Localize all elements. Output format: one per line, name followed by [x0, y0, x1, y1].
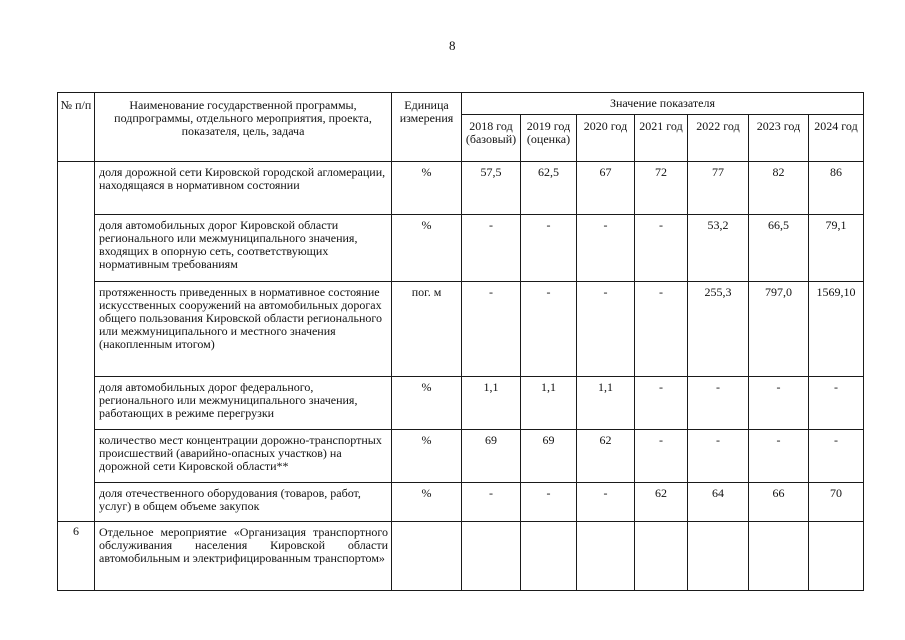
value-cell: 72 [635, 162, 688, 215]
indicator-unit: пог. м [392, 282, 462, 377]
value-cell: 79,1 [809, 215, 864, 282]
header-year: 2019 год (оценка) [521, 114, 577, 161]
value-cell: - [521, 483, 577, 522]
header-value-group: Значение показателя [462, 93, 864, 115]
value-cell: 1,1 [521, 377, 577, 430]
indicator-name: протяженность приведенных в нормативное состояние искусственных сооружений на автомобильных дорогах общего пользования Кировской области регионального или межмуниципального и местного значения (накопленным итогом) [95, 282, 392, 377]
value-cell [635, 522, 688, 591]
indicator-unit: % [392, 215, 462, 282]
indicator-unit: % [392, 377, 462, 430]
value-cell: 57,5 [462, 162, 521, 215]
indicator-name: количество мест концентрации дорожно-транспортных происшествий (аварийно-опасных участков) на дорожной сети Кировской области** [95, 430, 392, 483]
value-cell: - [577, 215, 635, 282]
indicator-name: доля автомобильных дорог федерального, регионального или межмуниципального значения, работающих в режиме перегрузки [95, 377, 392, 430]
value-cell: 64 [688, 483, 749, 522]
value-cell: - [462, 282, 521, 377]
value-cell [688, 522, 749, 591]
value-cell: 69 [521, 430, 577, 483]
header-num: № п/п [58, 93, 95, 162]
table-row [58, 215, 864, 282]
value-cell: 1,1 [462, 377, 521, 430]
value-cell: - [688, 377, 749, 430]
indicator-name: доля автомобильных дорог Кировской области регионального или межмуниципального значения, входящих в опорную сеть, соответствующих нормативным требованиям [95, 215, 392, 282]
value-cell: 1,1 [577, 377, 635, 430]
value-cell: - [809, 430, 864, 483]
value-cell: 77 [688, 162, 749, 215]
value-cell: 1569,10 [809, 282, 864, 377]
value-cell: - [635, 377, 688, 430]
value-cell: 797,0 [749, 282, 809, 377]
value-cell: - [749, 377, 809, 430]
value-cell: 66 [749, 483, 809, 522]
header-year: 2021 год [635, 114, 688, 161]
indicator-unit: % [392, 162, 462, 215]
value-cell: 62 [635, 483, 688, 522]
indicator-unit: % [392, 483, 462, 522]
value-cell [577, 522, 635, 591]
value-cell: 70 [809, 483, 864, 522]
value-cell: 62,5 [521, 162, 577, 215]
value-cell: 255,3 [688, 282, 749, 377]
table-row [58, 377, 864, 430]
value-cell: 53,2 [688, 215, 749, 282]
value-cell: 69 [462, 430, 521, 483]
indicator-name: доля дорожной сети Кировской городской агломерации, находящаяся в нормативном состоянии [95, 162, 392, 215]
value-cell [462, 522, 521, 591]
indicator-unit [392, 522, 462, 591]
header-year: 2018 год (базовый) [462, 114, 521, 161]
table-row [58, 162, 864, 215]
value-cell: - [577, 282, 635, 377]
value-cell: 67 [577, 162, 635, 215]
value-cell: 86 [809, 162, 864, 215]
header-year: 2024 год [809, 114, 864, 161]
table-row [58, 430, 864, 483]
header-year: 2023 год [749, 114, 809, 161]
indicator-unit: % [392, 430, 462, 483]
table-row [58, 522, 864, 591]
value-cell [521, 522, 577, 591]
value-cell: - [635, 430, 688, 483]
value-cell: - [462, 483, 521, 522]
header-row [58, 93, 864, 115]
table-row [58, 483, 864, 522]
page-number: 8 [449, 38, 456, 53]
table-row [58, 282, 864, 377]
value-cell: 82 [749, 162, 809, 215]
header-name: Наименование государственной программы, подпрограммы, отдельного мероприятия, проекта, показателя, цель, задача [95, 93, 392, 162]
value-cell: 62 [577, 430, 635, 483]
value-cell: - [749, 430, 809, 483]
value-cell: - [521, 282, 577, 377]
value-cell: - [809, 377, 864, 430]
value-cell: - [635, 215, 688, 282]
indicator-name: доля отечественного оборудования (товаров, работ, услуг) в общем объеме закупок [95, 483, 392, 522]
header-year: 2020 год [577, 114, 635, 161]
value-cell: - [635, 282, 688, 377]
indicators-table [57, 92, 864, 591]
header-year: 2022 год [688, 114, 749, 161]
value-cell: - [577, 483, 635, 522]
row-number [58, 162, 95, 522]
header-unit: Единица измерения [392, 93, 462, 162]
event-name: Отдельное мероприятие «Организация транспортного обслуживания населения Кировской области автомобильным и электрифицированным транспортом» [95, 522, 392, 591]
value-cell: 66,5 [749, 215, 809, 282]
row-number: 6 [58, 522, 95, 591]
value-cell [749, 522, 809, 591]
value-cell: - [462, 215, 521, 282]
value-cell: - [521, 215, 577, 282]
value-cell: - [688, 430, 749, 483]
value-cell [809, 522, 864, 591]
